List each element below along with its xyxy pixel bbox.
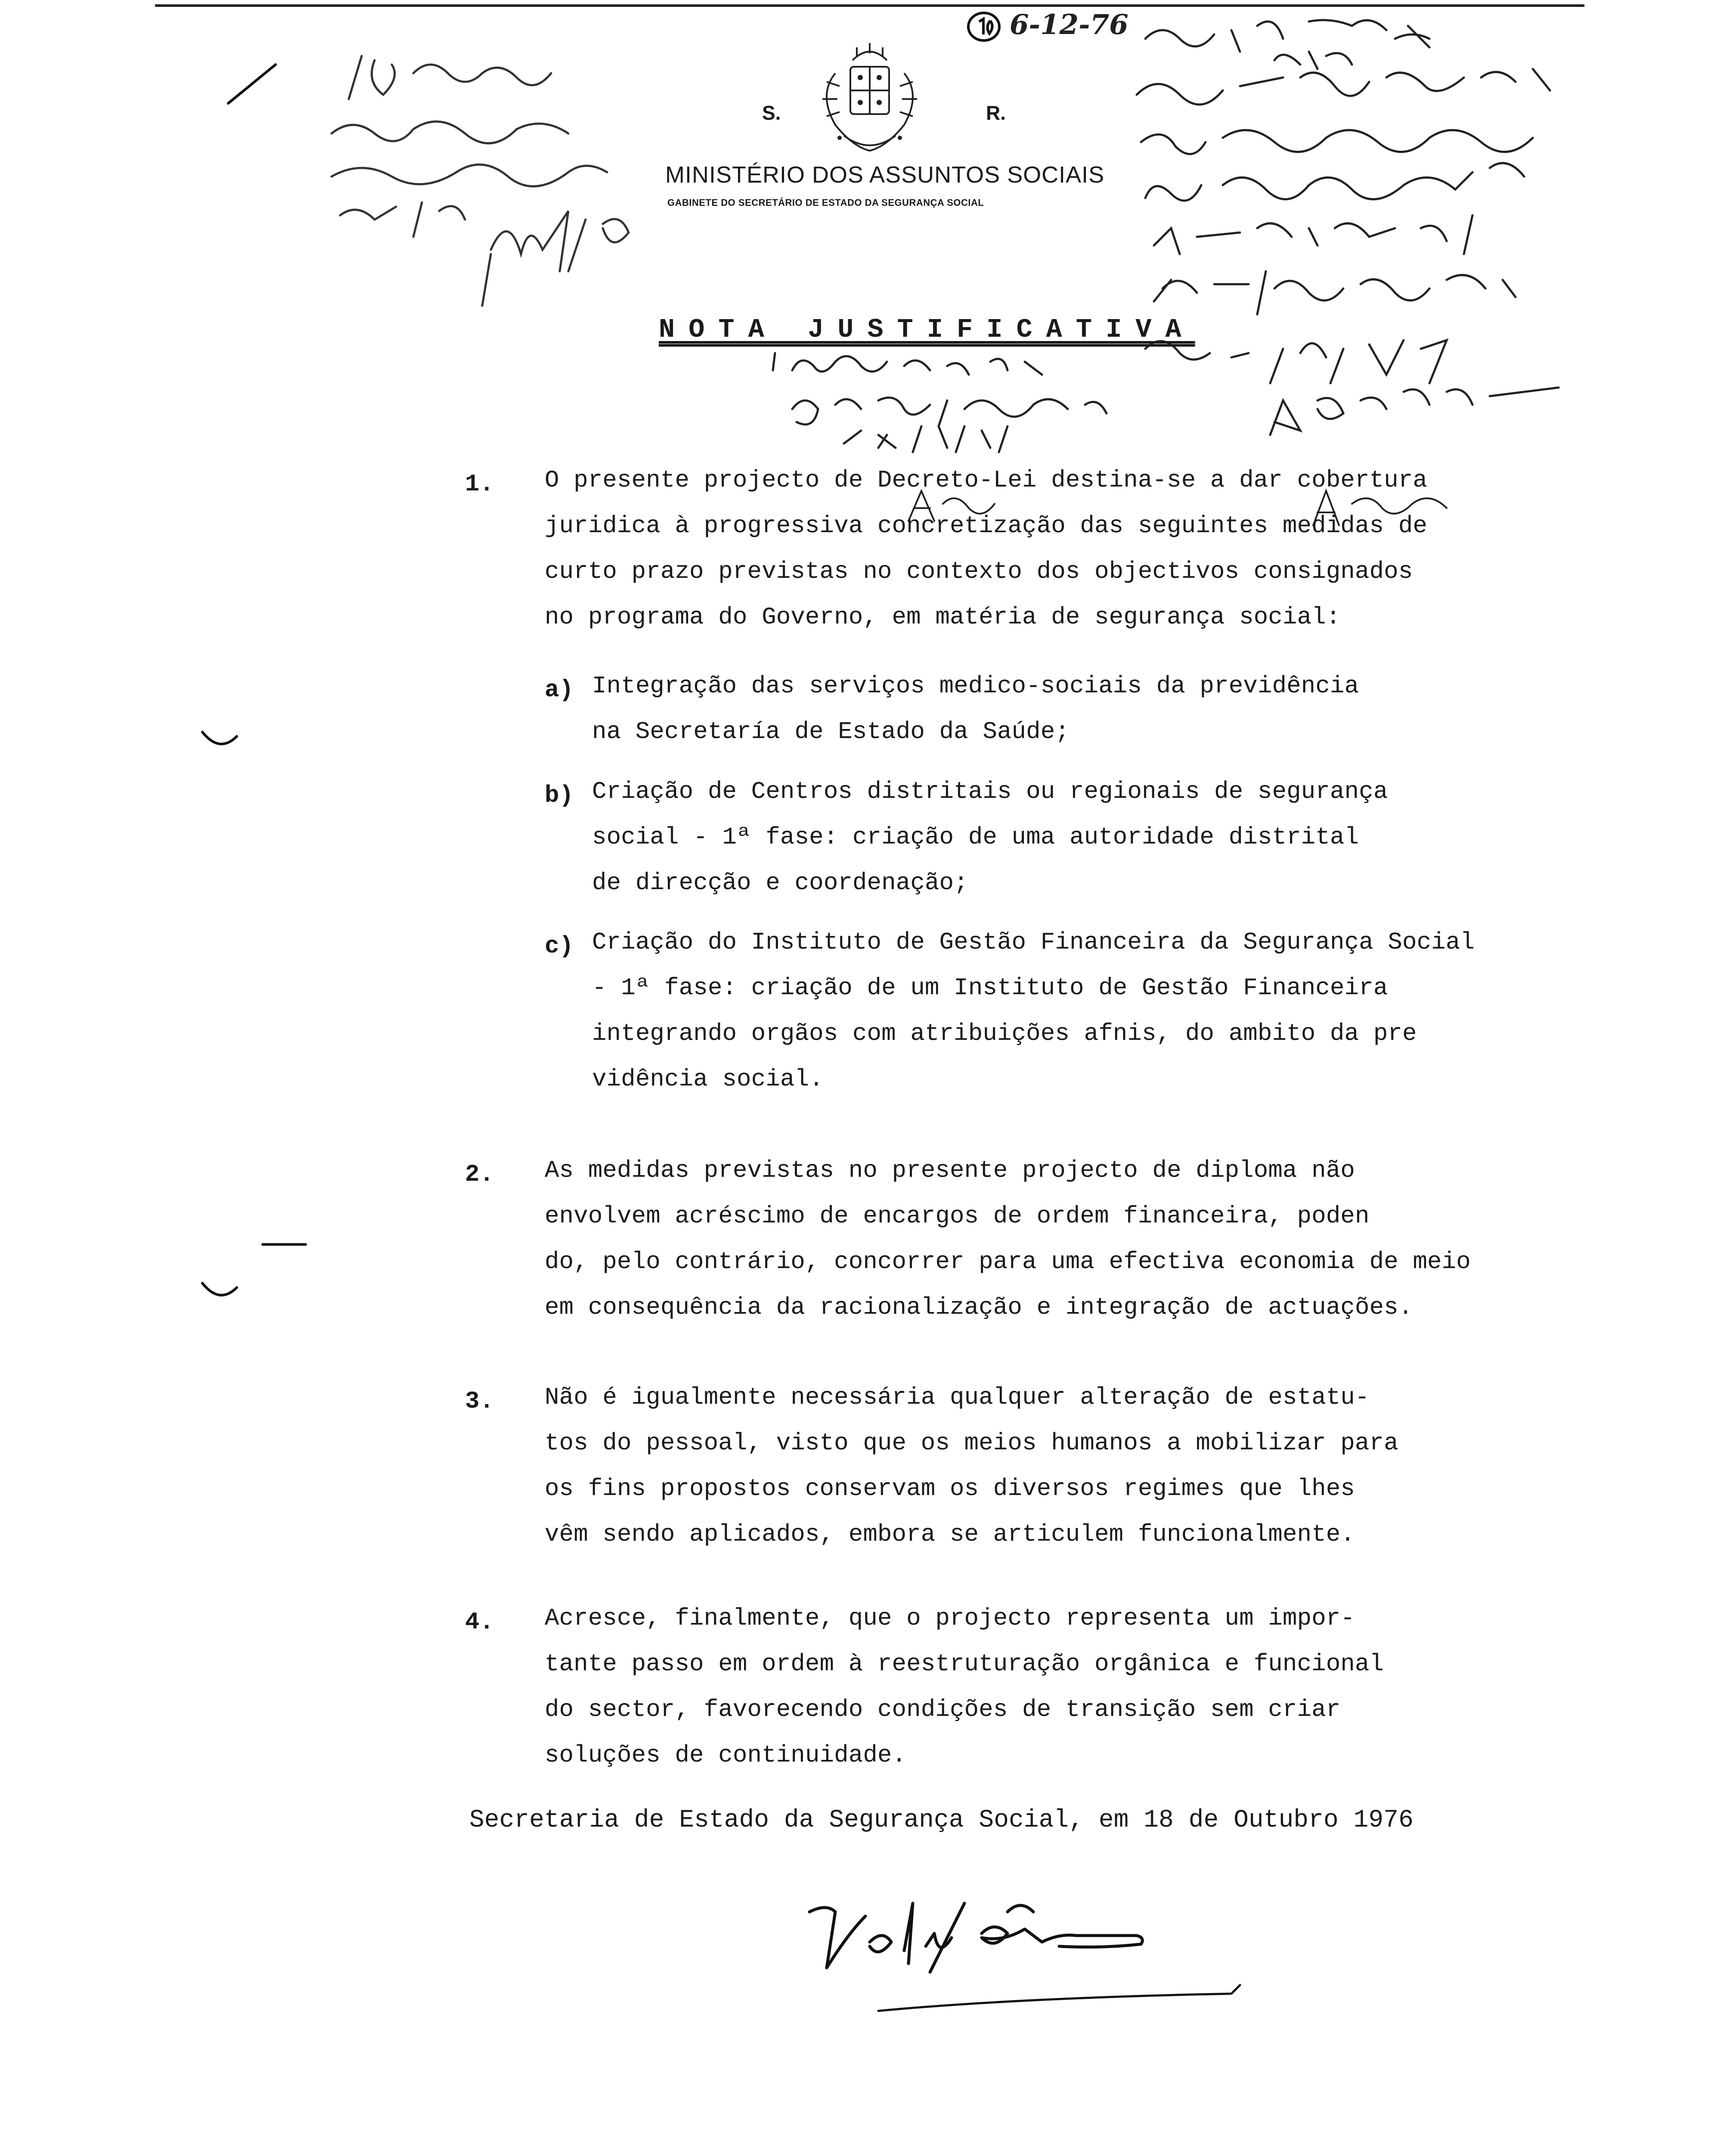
list-item-letter: b) [545,782,574,809]
paragraph-number: 3. [465,1387,494,1415]
ministry-name: MINISTÉRIO DOS ASSUNTOS SOCIAIS [665,162,1105,188]
paragraph-text: Acresce, finalmente, que o projecto representa um impor- tante passo em ordem à reestruturação orgânica e funcional do sector, favorecendo condições de transição sem criar soluções de continuidade. [545,1604,1384,1769]
circled-number-stamp [964,9,1003,44]
letterhead-right-initial: R. [986,102,1006,124]
handwritten-note-left [327,47,715,314]
stamp-date: 6-12-76 [1010,9,1128,41]
list-item-text: Criação do Instituto de Gestão Financeira da Segurança Social - 1ª fase: criação de um Instituto de Gestão Financeira integrando orgãos com atribuições afnis, do ambito da pre vidência social. [592,928,1475,1093]
list-item-letter: c) [545,932,574,960]
list-item-text: Criação de Centros distritais ou regionais de segurança social - 1ª fase: criação de uma autoridade distrital de direcção e coordenação; [592,778,1388,897]
margin-marks [164,43,319,1895]
coat-of-arms-icon [809,43,930,155]
paragraph-number: 4. [465,1608,494,1636]
paragraph-number: 2. [465,1160,494,1188]
paragraph-number: 1. [465,470,494,498]
cabinet-name: GABINETE DO SECRETÁRIO DE ESTADO DA SEGURANÇA SOCIAL [667,197,984,208]
paragraph-text: O presente projecto de Decreto-Lei destina-se a dar cobertura juridica à progressiva concretização das seguintes medidas de curto prazo previstas no contexto dos objectivos consignados no programa do Governo, em matéria de segurança social: [545,466,1427,631]
top-rule [155,4,1584,7]
signature [801,1886,1274,2024]
list-item-letter: a) [545,676,574,704]
document-title: NOTA JUSTIFICATIVA [659,314,1195,345]
paragraph-text: As medidas previstas no presente projecto de diploma não envolvem acréscimo de encargos de ordem financeira, poden do, pelo contrário, concorrer para uma efectiva economia de meio em consequência da racionalização e integração de actuações. [545,1157,1471,1321]
list-item-text: Integração das serviços medico-sociais da previdência na Secretaría de Estado da Saúde; [592,672,1359,745]
letterhead-left-initial: S. [762,102,781,124]
paragraph-text: Não é igualmente necessária qualquer alteração de estatu- tos do pessoal, visto que os meios humanos a mobilizar para os fins propostos conservam os diversos regimes que lhes vêm sendo aplicados, embora se articulem funcionalmente. [545,1384,1398,1548]
handwritten-note-center [766,344,1240,456]
closing-line: Secretaria de Estado da Segurança Social, em 18 de Outubro 1976 [469,1806,1414,1834]
